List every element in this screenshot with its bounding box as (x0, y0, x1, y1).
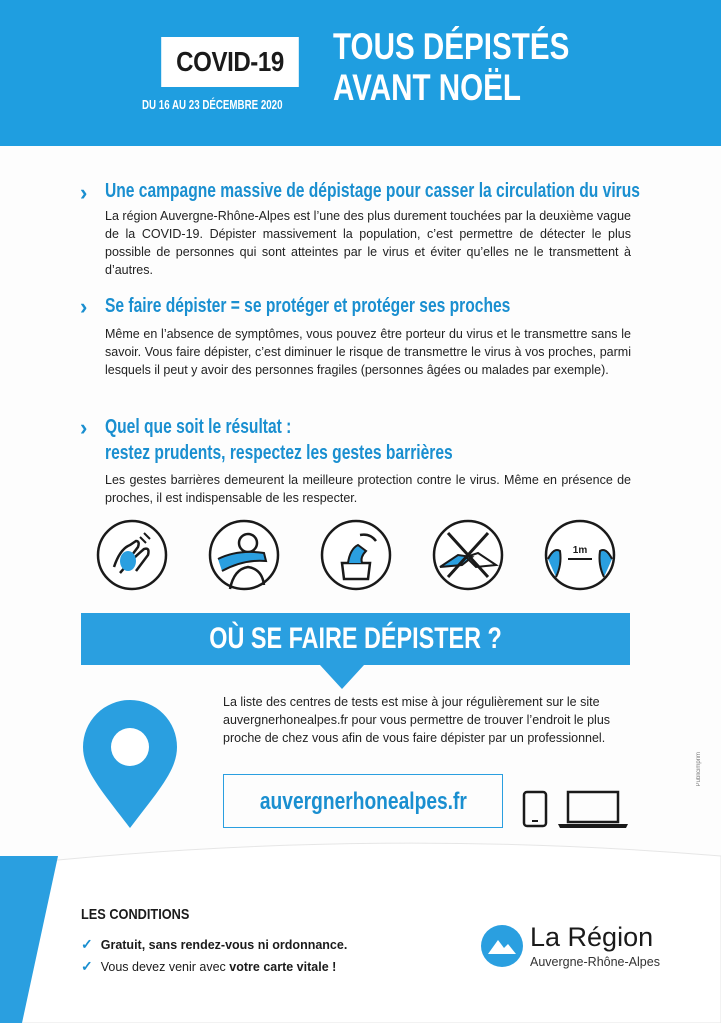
chevron-right-icon: › (80, 294, 88, 319)
section-2-body: Même en l’absence de symptômes, vous pouvez être porteur du virus et le transmettre sans le savoir. Vous faire dépister, c’est diminuer le risque de transmettre le virus à vos proches, parmi lesquels il peut y avoir des personnes fragiles (personnes âgées ou malades par exemple). (105, 327, 631, 377)
hand-washing-icon (96, 519, 168, 591)
laptop-icon (556, 790, 630, 830)
check-icon: ✓ (81, 958, 93, 974)
tissue-icon (320, 519, 392, 591)
logo-subtitle: Auvergne-Rhône-Alpes (530, 955, 660, 969)
section-3-heading-line-2: restez prudents, respectez les gestes barrières (105, 442, 453, 464)
distance-label: 1m (572, 545, 588, 556)
page-title (333, 26, 569, 108)
condition-item: ✓ Gratuit, sans rendez-vous ni ordonnance. (81, 936, 348, 952)
website-link[interactable]: auvergnerhonealpes.fr (223, 774, 503, 828)
title-line-2: AVANT NOËL (333, 67, 522, 108)
location-pin-icon (81, 700, 179, 830)
condition-item: ✓ Vous devez venir avec votre carte vitale ! (81, 958, 337, 974)
section-1-heading: Une campagne massive de dépistage pour casser la circulation du virus (105, 180, 640, 202)
where-info: La liste des centres de tests est mise à jour régulièrement sur le site auvergnerhonealpes.fr pour vous permettre de trouver l’endroit le plus proche de chez vous afin de vous faire dépister par un professionnel. (223, 695, 611, 745)
section-3-heading-line-1: Quel que soit le résultat : (105, 416, 292, 438)
conditions-title: LES CONDITIONS (81, 906, 190, 923)
no-handshake-icon (432, 519, 504, 591)
barrier-gestures (96, 519, 616, 593)
section-1-body: La région Auvergne-Rhône-Alpes est l’une des plus durement touchées par la deuxième vague de la COVID-19. Dépister massivement la population, c’est permettre de détecter le plus possible de personnes qui sont atteintes par le virus et éviter qu’elles ne le transmettent à d’autres. (105, 209, 631, 277)
banner-pointer (320, 665, 364, 689)
section-2-heading: Se faire dépister = se protéger et protéger ses proches (105, 295, 511, 317)
distance-icon (544, 519, 616, 591)
campaign-dates: DU 16 AU 23 DÉCEMBRE 2020 (142, 98, 283, 112)
where-banner-label: OÙ SE FAIRE DÉPISTER ? (209, 622, 502, 655)
print-credit: Publicimprim (696, 752, 702, 787)
cough-elbow-icon (208, 519, 280, 591)
region-logo-icon (480, 924, 524, 968)
smartphone-icon (522, 790, 548, 828)
chevron-right-icon: › (80, 180, 88, 205)
title-line-1: TOUS DÉPISTÉS (333, 26, 570, 67)
section-3-body: Les gestes barrières demeurent la meilleure protection contre le virus. Même en présence de proches, il est indispensable de les respecter. (105, 473, 631, 505)
check-icon: ✓ (81, 936, 93, 952)
covid-tag: COVID-19 (161, 37, 299, 87)
logo-name: La Région (530, 922, 654, 952)
chevron-right-icon: › (80, 415, 88, 440)
where-banner (81, 613, 630, 665)
